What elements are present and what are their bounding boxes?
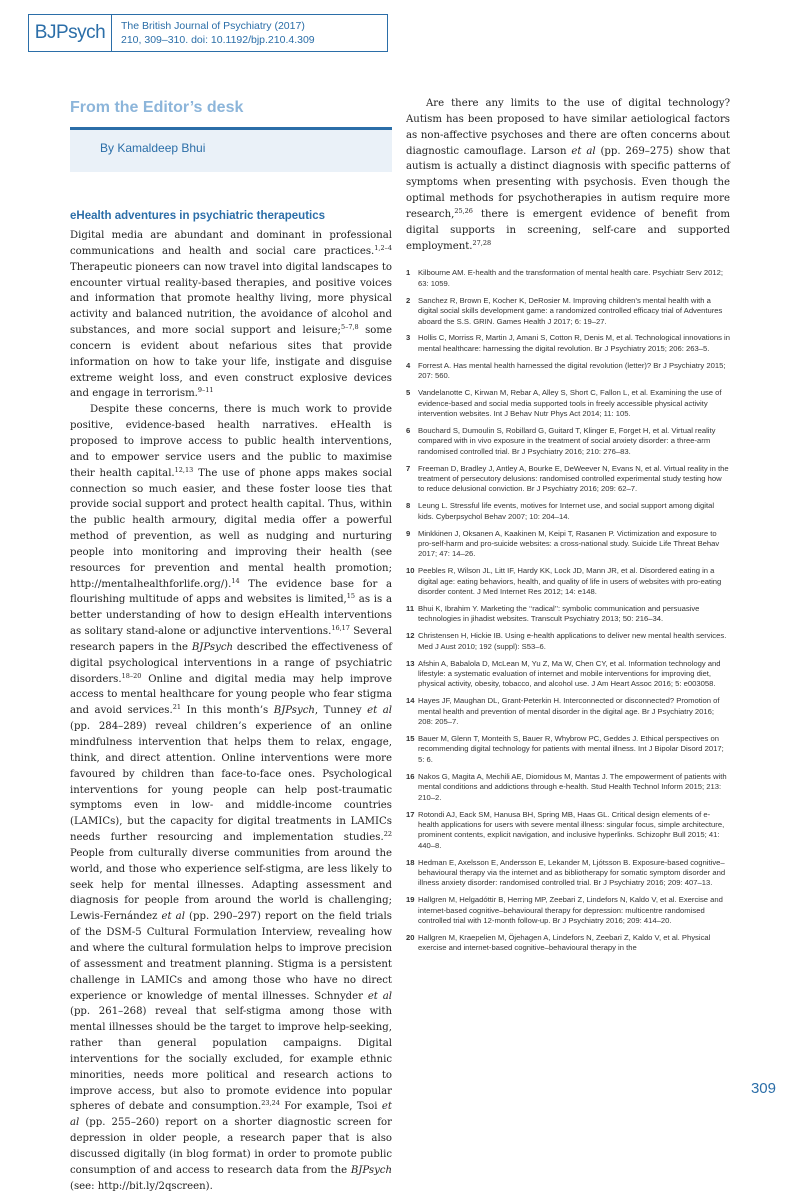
reference-item [406,631,730,652]
reference-text: Rotondi AJ, Eack SM, Hanusa BH, Spring MB, Haas GL. Critical design elements of e-health applications for users with severe mental illness: singular focus, simple architecture, prominent contents, explicit navigation, and inclusive hyperlinks. Schizophr Bull 2015; 41: 440–8. [418,809,725,850]
reference-number: 20 [406,933,415,943]
reference-number: 16 [406,771,415,781]
reference-item [406,933,730,954]
reference-item [406,696,730,727]
reference-item [406,734,730,765]
reference-item [406,529,730,560]
reference-text: Hayes JF, Maughan DL, Grant-Peterkin H. Interconnected or disconnected? Promotion of mental health and prevention of mental disorder in the digital age. Br J Psychiatry 2016; 208: 205–7. [418,696,720,727]
reference-item [406,296,730,327]
reference-item [406,858,730,889]
reference-text: Hallgren M, Kraepelien M, Öjehagen A, Lindefors N, Zeebari Z, Kaldo V, et al. Physical exercise and internet-based cognitive–behavioural therapy in the [418,933,711,953]
reference-number: 2 [406,295,411,305]
reference-number: 5 [406,388,411,398]
section-heading: eHealth adventures in psychiatric therapeutics [70,210,326,222]
reference-text: Sanchez R, Brown E, Kocher K, DeRosier M. Improving children’s mental health with a digital social skills development game: a randomized controlled efficacy trial of Adventures aboard the S.S. GRIN. Games Health J 2017; 6: 19–27. [418,295,723,326]
reference-text: Peebles R, Wilson JL, Litt IF, Hardy KK, Lock JD, Mann JR, et al. Disordered eating in a digital age: eating behaviors, health, and quality of life in users of websites with pro-eating disorder content. J Med Internet Res 2012; 14: e148. [418,566,722,597]
reference-number: 3 [406,333,411,343]
reference-item [406,388,730,419]
reference-text: Leung L. Stressful life events, motives for Internet use, and social support among digital kids. Cyberpsychol Behav 2007; 10: 204–14. [418,501,715,521]
reference-text: Christensen H, Hickie IB. Using e-health applications to deliver new mental health services. Med J Aust 2010; 192 (suppl): S53–6. [418,631,727,651]
reference-text: Hedman E, Axelsson E, Andersson E, Lekander M, Ljótsson B. Exposure-based cognitive–behavioural therapy via the internet and as bibliotherapy for somatic symptom disorder and illness anxiety disorder: randomised controlled trial. Br J Psychiatry 2016; 209: 407–13. [418,857,726,888]
reference-text: Hallgren M, Helgadóttir B, Herring MP, Zeebari Z, Lindefors N, Kaldo V, et al. Exercise and internet-based cognitive–behavioural therapy for depression: multicentre randomised controlled trial with 12-month follow-up. Br J Psychiatry 2016; 209: 414–20. [418,895,723,926]
reference-text: Vandelanotte C, Kirwan M, Rebar A, Alley S, Short C, Fallon L, et al. Examining the use of evidence-based and social media supported tools in freely accessible physical activity intervention websites. Int J Behav Nutr Phys Act 2014; 11: 105. [418,388,722,418]
article-body-right [406,96,730,254]
reference-number: 8 [406,501,411,511]
bjpsych-logo: BJPsych [29,15,112,51]
article-body-left [70,228,392,1194]
reference-number: 4 [406,360,411,370]
reference-text: Bouchard S, Dumoulin S, Robillard G, Guitard T, Klinger E, Forget H, et al. Virtual reality compared with in vivo exposure in the treatment of social anxiety disorder: a three-arm randomised controlled trial. Br J Psychiatry 2016; 210: 276–83. [418,425,716,456]
reference-item [406,810,730,852]
editorial-title: From the Editor’s desk [70,99,244,116]
reference-number: 7 [406,463,411,473]
reference-text: Afshin A, Babalola D, McLean M, Yu Z, Ma W, Chen CY, et al. Information technology and lifestyle: a systematic evaluation of internet and mobile interventions for improving diet, physical activity, obesity, tobacco, and alcohol use. J Am Heart Assoc 2016; 5: e003058. [418,658,721,689]
reference-text: Bhui K, Ibrahim Y. Marketing the ‘‘radical’’: symbolic communication and persuasive technologies in jihadist websites. Transcult Psychiatry 2013; 50: 216–34. [418,604,700,624]
reference-number: 18 [406,857,415,867]
paragraph-1: Digital media are abundant and dominant in professional communications and health and social care practices.$^{1,2-4}$ Therapeutic pioneers can now travel into digital landscapes to encounter virtual reality-based therapies, and positive voices and information that promote healthy living, more physical activity and balanced nutrition, the avoidance of alcohol and substances, and more social support and leisure;$^{5-7,8}$ some concern is evident about nefarious sites that provide information on how to take your life, instigate and disguise extreme weight loss, and even construct explosive devices and engage in terrorism.$^{9-11}$ [70,230,392,400]
paragraph-2: Despite these concerns, there is much work to provide positive, evidence-based health narratives. eHealth is proposed to improve access to public health interventions, and to empower service users and the public to maximise their health capital.$^{12,13}$ The use of phone apps makes social connection so much easier, and these foster loose ties that provide social support and protect health capital. Thus, within the public health armoury, digital media offer a powerful method of prevention, as well as nudging and nurturing people into monitoring and improving their health (see resources for prevention and mental health promotion; http://mentalhealthforlife.org/).$^{14}$ The evidence base for a flourishing multitude of apps and websites is limited,$^{15}$ as is a better understanding of how to design eHealth interventions as solitary stand-alone or adjunctive interventions.$^{16,17}$ Several research papers in the BJPsych described the effectiveness of digital psychological interventions in a range of psychiatric disorders.$^{18-20}$ Online and digital media may help improve access to mental healthcare for young people who fear stigma and avoid services.$^{21}$ In this month’s BJPsych, Tunney et al (pp. 284–289) reveal children’s experience of an online mindfulness intervention that helps them to relax, engage, think, and direct attention. Online interventions were more favoured by children than face-to-face ones. Psychological interventions for young people can help post-traumatic symptoms even in low- and middle-income countries (LAMICs), but the capacity for digital treatments in LAMICs needs further resourcing and implementation studies.$^{22}$ People from culturally diverse communities from around the world, and those who experience self-stigma, are less likely to seek help for mental illnesses. Adapting assessment and diagnosis for people from around the world is challenging; Lewis-Fernández et al (pp. 290–297) report on the field trials of the DSM-5 Cultural Formulation Interview, revealing how and where the cultural formulation helps to improve precision of assessment and treatment planning. Stigma is a persistent challenge in LAMICs and among those who have no direct experience or knowledge of mental illnesses. Schnyder et al (pp. 261–268) reveal that self-stigma among those with mental illnesses should be the target to improve help-seeking, rather than general population campaigns. Digital interventions for the socially excluded, for example ethnic minorities, needs more political and research actions to improve access, but also to promote evidence into popular spheres of debate and consumption.$^{23,24}$ For example, Tsoi et al (pp. 255–260) report on a shorter diagnostic screen for depression in older people, a research paper that is also discussed digitally (in blog format) in order to promote public consumption of and access to research data from the BJPsych (see: http://bit.ly/2qscreen). [70,404,393,1192]
journal-name: The British Journal of Psychiatry (2017) [121,20,305,32]
left-column [70,96,392,1194]
reference-text: Freeman D, Bradley J, Antley A, Bourke E, DeWeever N, Evans N, et al. Virtual reality in the treatment of persecutory delusions: randomised controlled experimental study testing how to reduce delusional conviction. Br J Psychiatry 2016; 209: 62–7. [418,463,729,494]
reference-item [406,268,730,289]
reference-text: Kilbourne AM. E-health and the transformation of mental health care. Psychiatr Serv 2012; 63: 1059. [418,268,723,288]
reference-number: 19 [406,895,415,905]
reference-number: 1 [406,268,411,278]
reference-number: 17 [406,809,415,819]
reference-item [406,333,730,354]
reference-text: Forrest A. Has mental health harnessed the digital revolution (letter)? Br J Psychiatry 2015; 207: 560. [418,360,726,381]
reference-item [406,361,730,382]
reference-item [406,501,730,522]
reference-text: Nakos G, Magita A, Mechili AE, Diomidous M, Mantas J. The empowerment of patients with mental conditions and addictions through e-health. Stud Health Technol Inform 2015; 213: 210–2. [418,771,727,802]
reference-number: 13 [406,658,415,668]
author-byline: By Kamaldeep Bhui [100,141,206,155]
reference-item [406,659,730,690]
reference-number: 12 [406,631,415,641]
author-box [70,127,392,172]
reference-item [406,426,730,457]
doi-citation: 210, 309–310. doi: 10.1192/bjp.210.4.309 [121,34,315,46]
reference-list [406,268,730,953]
journal-info [121,19,315,47]
reference-number: 11 [406,604,415,613]
reference-number: 10 [406,566,415,576]
reference-number: 6 [406,425,411,435]
journal-header [28,14,388,52]
reference-item [406,464,730,495]
reference-text: Hollis C, Morriss R, Martin J, Amani S, Cotton R, Denis M, et al. Technological innovations in mental healthcare: harnessing the digital revolution. Br J Psychiatry 2015; 206: 263–5. [418,333,730,353]
reference-item [406,772,730,803]
right-column [406,96,730,960]
reference-number: 15 [406,734,415,744]
reference-number: 14 [406,696,415,706]
reference-number: 9 [406,528,411,538]
reference-item [406,895,730,926]
reference-item [406,566,730,597]
reference-text: Bauer M, Glenn T, Monteith S, Bauer R, Whybrow PC, Geddes J. Ethical perspectives on recommending digital technology for patients with mental illness. Int J Bipolar Disord 2017; 5: 6. [418,734,724,764]
paragraph-3: Are there any limits to the use of digital technology? Autism has been proposed to have similar aetiological factors as non-affective psychoses and there are often concerns about diagnostic camouflage. Larson et al (pp. 269–275) show that autism is actually a distinct diagnosis with specific patterns of symptoms when presenting with psychosis. Even though the optimal methods for psychotherapies in autism require more research,$^{25,26}$ there is emergent evidence of benefit from digital supports in screening, self-care and supported employment.$^{27,28}$ [406,98,731,252]
reference-text: Minkkinen J, Oksanen A, Kaakinen M, Keipi T, Rasanen P. Victimization and exposure to pro-self-harm and pro-suicide websites: a cross-national study. Suicide Life Threat Behav 2017; 47: 14–26. [418,528,720,559]
reference-item [406,604,730,625]
page-number: 309 [750,1080,776,1097]
